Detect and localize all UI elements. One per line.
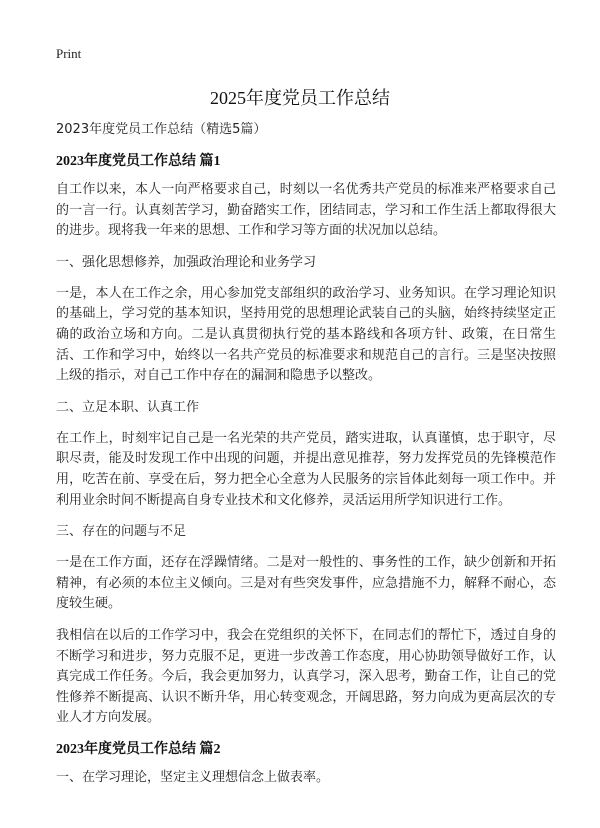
article-1-intro: 自工作以来，本人一向严格要求自己，时刻以一名优秀共产党员的标准来严格要求自己的一言一行。认真刻苦学习，勤奋踏实工作，团结同志，学习和工作生活上都取得很大的进步。现将我一年来的思想、工作和学习等方面的状况加以总结。 — [56, 182, 556, 239]
article-2-section-1-heading: 一、在学习理论，坚定主义理想信念上做表率。 — [56, 769, 330, 785]
article-2-heading: 2023年度党员工作总结 篇2 — [56, 741, 221, 757]
article-1-heading: 2023年度党员工作总结 篇1 — [56, 154, 221, 169]
article-1-section-2-body: 在工作上，时刻牢记自己是一名光荣的共产党员，踏实进取，认真谨慎，忠于职守，尽职尽责，能及时发现工作中出现的问题，并提出意见推荐，努力发挥党员的先锋模范作用，吃苦在前、享受在后，努力把全心全意为人民服务的宗旨体此刻每一项工作中。并利用业余时间不断提高自身专业技术和文化修养，灵活运用所学知识进行工作。 — [56, 430, 556, 508]
article-subtitle: 2023年度党员工作总结（精选5篇） — [56, 122, 267, 137]
article-1-section-1-body: 一是，本人在工作之余，用心参加党支部组织的政治学习、业务知识。在学习理论知识的基础上，学习党的基本知识，坚持用党的思想理论武装自己的头脑，始终持续坚定正确的政治立场和方向。二是认真贯彻执行党的基本路线和各项方针、政策，在日常生活、工作和学习中，始终以一名共产党员的标准要求和规范自己的言行。三是坚决按照上级的指示，对自己工作中存在的漏洞和隐患予以整改。 — [56, 285, 556, 384]
article-1-section-3-heading: 三、存在的问题与不足 — [56, 524, 187, 540]
page-title: 2025年度党员工作总结 — [210, 88, 390, 108]
article-1-section-2-heading: 二、立足本职、认真工作 — [56, 399, 200, 415]
print-link[interactable]: Print — [56, 46, 82, 61]
article-1-section-1-heading: 一、强化思想修养，加强政治理论和业务学习 — [56, 254, 317, 270]
article-body — [56, 120, 556, 799]
article-1-section-3-body: 一是在工作方面，还存在浮躁情绪。二是对一般性的、事务性的工作，缺少创新和开拓精神，有必须的本位主义倾向。三是对有些突发事件，应急措施不力，解释不耐心，态度较生硬。 — [56, 555, 556, 612]
article-1-closing: 我相信在以后的工作学习中，我会在党组织的关怀下，在同志们的帮忙下，透过自身的不断学习和进步，努力克服不足，更进一步改善工作态度，用心协助领导做好工作，认真完成工作任务。今后，我会更加努力，认真学习，深入思考，勤奋工作，让自己的党性修养不断提高、认识不断升华，用心转变观念，开阔思路，努力向成为更高层次的专业人才方向发展。 — [56, 627, 556, 726]
